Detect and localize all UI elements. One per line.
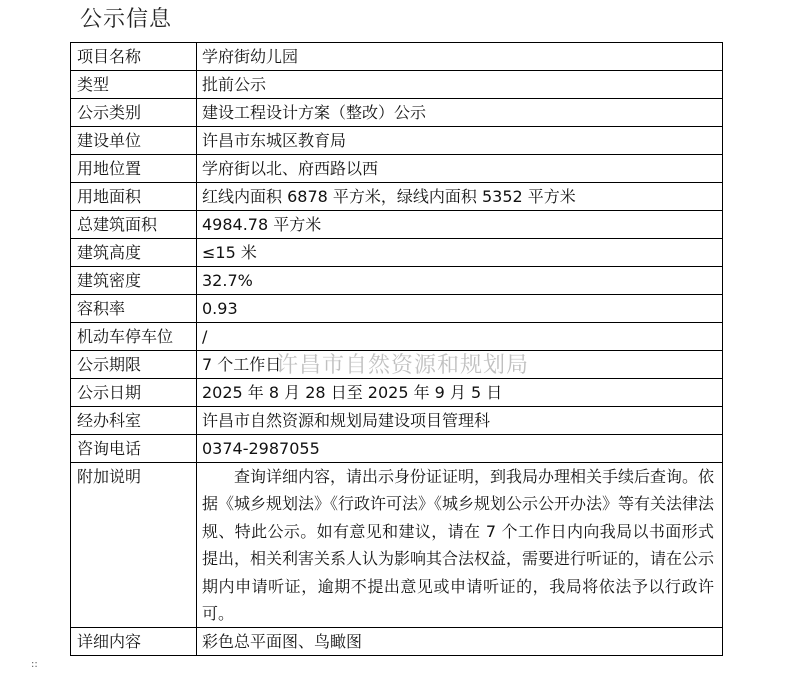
table-row [71, 99, 723, 127]
table-row [71, 407, 723, 435]
table-row [71, 127, 723, 155]
row-label: 经办科室 [71, 407, 197, 435]
row-value: 4984.78 平方米 [197, 211, 723, 239]
table-row [71, 155, 723, 183]
row-label: 建筑密度 [71, 267, 197, 295]
table-row [71, 435, 723, 463]
row-label: 建设单位 [71, 127, 197, 155]
row-value: 7 个工作日 [197, 351, 723, 379]
row-label: 容积率 [71, 295, 197, 323]
row-label: 公示日期 [71, 379, 197, 407]
table-row [71, 379, 723, 407]
row-label: 机动车停车位 [71, 323, 197, 351]
detail-row [71, 628, 723, 656]
row-value: 2025 年 8 月 28 日至 2025 年 9 月 5 日 [197, 379, 723, 407]
table-row [71, 351, 723, 379]
row-value: / [197, 323, 723, 351]
row-value: 学府街以北、府西路以西 [197, 155, 723, 183]
row-value: 32.7% [197, 267, 723, 295]
row-value: 学府街幼儿园 [197, 43, 723, 71]
note-row [71, 463, 723, 628]
row-label: 类型 [71, 71, 197, 99]
table-row [71, 211, 723, 239]
detail-label: 详细内容 [71, 628, 197, 656]
info-table [70, 42, 723, 656]
row-value: 批前公示 [197, 71, 723, 99]
row-label: 项目名称 [71, 43, 197, 71]
row-label: 公示类别 [71, 99, 197, 127]
row-label: 公示期限 [71, 351, 197, 379]
row-value: 建设工程设计方案（整改）公示 [197, 99, 723, 127]
row-value: 许昌市东城区教育局 [197, 127, 723, 155]
row-label: 总建筑面积 [71, 211, 197, 239]
row-value: 许昌市自然资源和规划局建设项目管理科 [197, 407, 723, 435]
watermark: 许昌市自然资源和规划局 [276, 353, 530, 378]
note-label: 附加说明 [71, 463, 197, 628]
row-label: 用地面积 [71, 183, 197, 211]
table-row [71, 239, 723, 267]
note-text: 查询详细内容，请出示身份证证明，到我局办理相关手续后查询。依据《城乡规划法》《行政许可法》《城乡规划公示公开办法》等有关法律法规、特此公示。如有意见和建议，请在 7 个工作日内向我局以书面形式提出，相关利害关系人认为影响其合法权益，需要进行听证的，请在公示期内申请听证，逾期不提出意见或申请听证的，我局将依法予以行政许可。 [197, 463, 723, 628]
row-value: ≤15 米 [197, 239, 723, 267]
table-row [71, 267, 723, 295]
row-label: 咨询电话 [71, 435, 197, 463]
table-row [71, 71, 723, 99]
row-value: 红线内面积 6878 平方米，绿线内面积 5352 平方米 [197, 183, 723, 211]
drag-handle-icon[interactable]: :: [31, 659, 38, 670]
table-row [71, 43, 723, 71]
table-row [71, 183, 723, 211]
row-value: 0374-2987055 [197, 435, 723, 463]
table-row [71, 295, 723, 323]
detail-value: 彩色总平面图、鸟瞰图 [197, 628, 723, 656]
table-row [71, 323, 723, 351]
row-label: 用地位置 [71, 155, 197, 183]
page-title: 公示信息 [80, 7, 173, 32]
row-label: 建筑高度 [71, 239, 197, 267]
row-value: 0.93 [197, 295, 723, 323]
